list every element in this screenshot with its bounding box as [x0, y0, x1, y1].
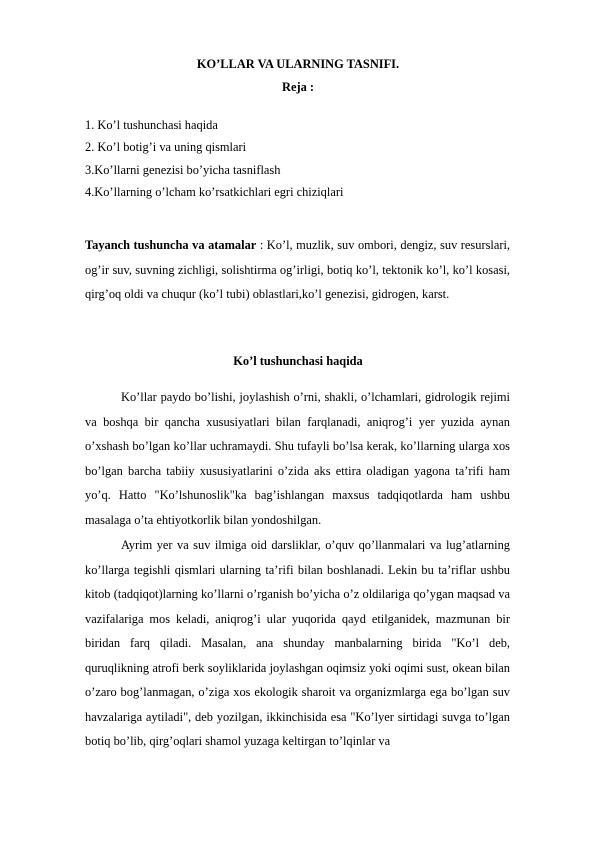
plan-item: 2. Ko’l botig’i va uning qismlari: [85, 140, 247, 155]
plan-item: 4.Ko’llarning o’lcham ko’rsatkichlari egri chiziqlari: [85, 184, 344, 199]
plan-heading: Reja :: [282, 80, 314, 94]
document-title: KO’LLAR VA ULARNING TASNIFI.: [196, 57, 400, 71]
plan-item: 1. Ko’l tushunchasi haqida: [85, 118, 218, 132]
body-paragraph-1: Ko’llar paydo bo’lishi, joylashish o’rni, shakli, o’lchamlari, gidrologik rejimi va boshqa bir qancha xususiyatlari bilan farqlanadi, aniqrog’i yer yuzida aynan o’xshash bo’lgan ko’llar uchramaydi. Shu tufayli bo’lsa kerak, ko’llarning ularga xos bo’lgan barcha tabiiy xususiyatlarini o’zida aks ettira oladigan yagona ta’rifi ham yo’q. Hatto "Ko’lshunoslik"ka bag’ishlangan maxsus tadqiqotlarda ham ushbu masalaga o’ta ehtiyotkorlik bilan yondoshilgan.: [85, 390, 510, 527]
keywords-label: Tayanch tushuncha va atamalar: [85, 238, 257, 252]
section-heading: Ko’l tushunchasi haqida: [233, 354, 363, 368]
keywords-paragraph: [85, 233, 510, 307]
keywords-text: : Ko’l, muzlik, suv ombori, dengiz, suv resurslari, og’ir suv, suvning zichligi, solishtirma og’irligi, botiq ko’l, tektonik ko’l, ko’l kosasi, qirg’oq oldi va chuqur (ko’l tubi) oblastlari,ko’l genezisi, gidrogen, karst.: [85, 238, 510, 302]
plan-item: 3.Ko’llarni genezisi bo’yicha tasniflash: [85, 162, 281, 177]
plan-list: [85, 114, 535, 203]
body-paragraph-2: Ayrim yer va suv ilmiga oid darsliklar, o’quv qo’llanmalari va lug’atlarning ko’llarga tegishli qismlari ularning ta’rifi bilan boshlanadi. Lekin bu ta’riflar ushbu kitob (tadqiqot)larning ko’llarni o’rganish bo’yicha o’z oldilariga qo’ygan maqsad va vazifalariga mos keladi, aniqrog’i ular yuqorida qayd etilganidek, mazmunan bir biridan farq qiladi. Masalan, ana shunday manbalarning birida "Ko’l deb, quruqlikning atrofi berk soyliklarida joylashgan oqimsiz yoki oqimi sust, okean bilan o’zaro bog’lanmagan, o’ziga xos ekologik sharoit va organizmlarga ega bo’lgan suv havzalariga aytiladi", deb yozilgan, ikkinchisida esa "Ko’lyer sirtidagi suvga to’lgan botiq bo’lib, qirg’oqlari shamol yuzaga keltirgan to’lqinlar va: [85, 538, 510, 749]
